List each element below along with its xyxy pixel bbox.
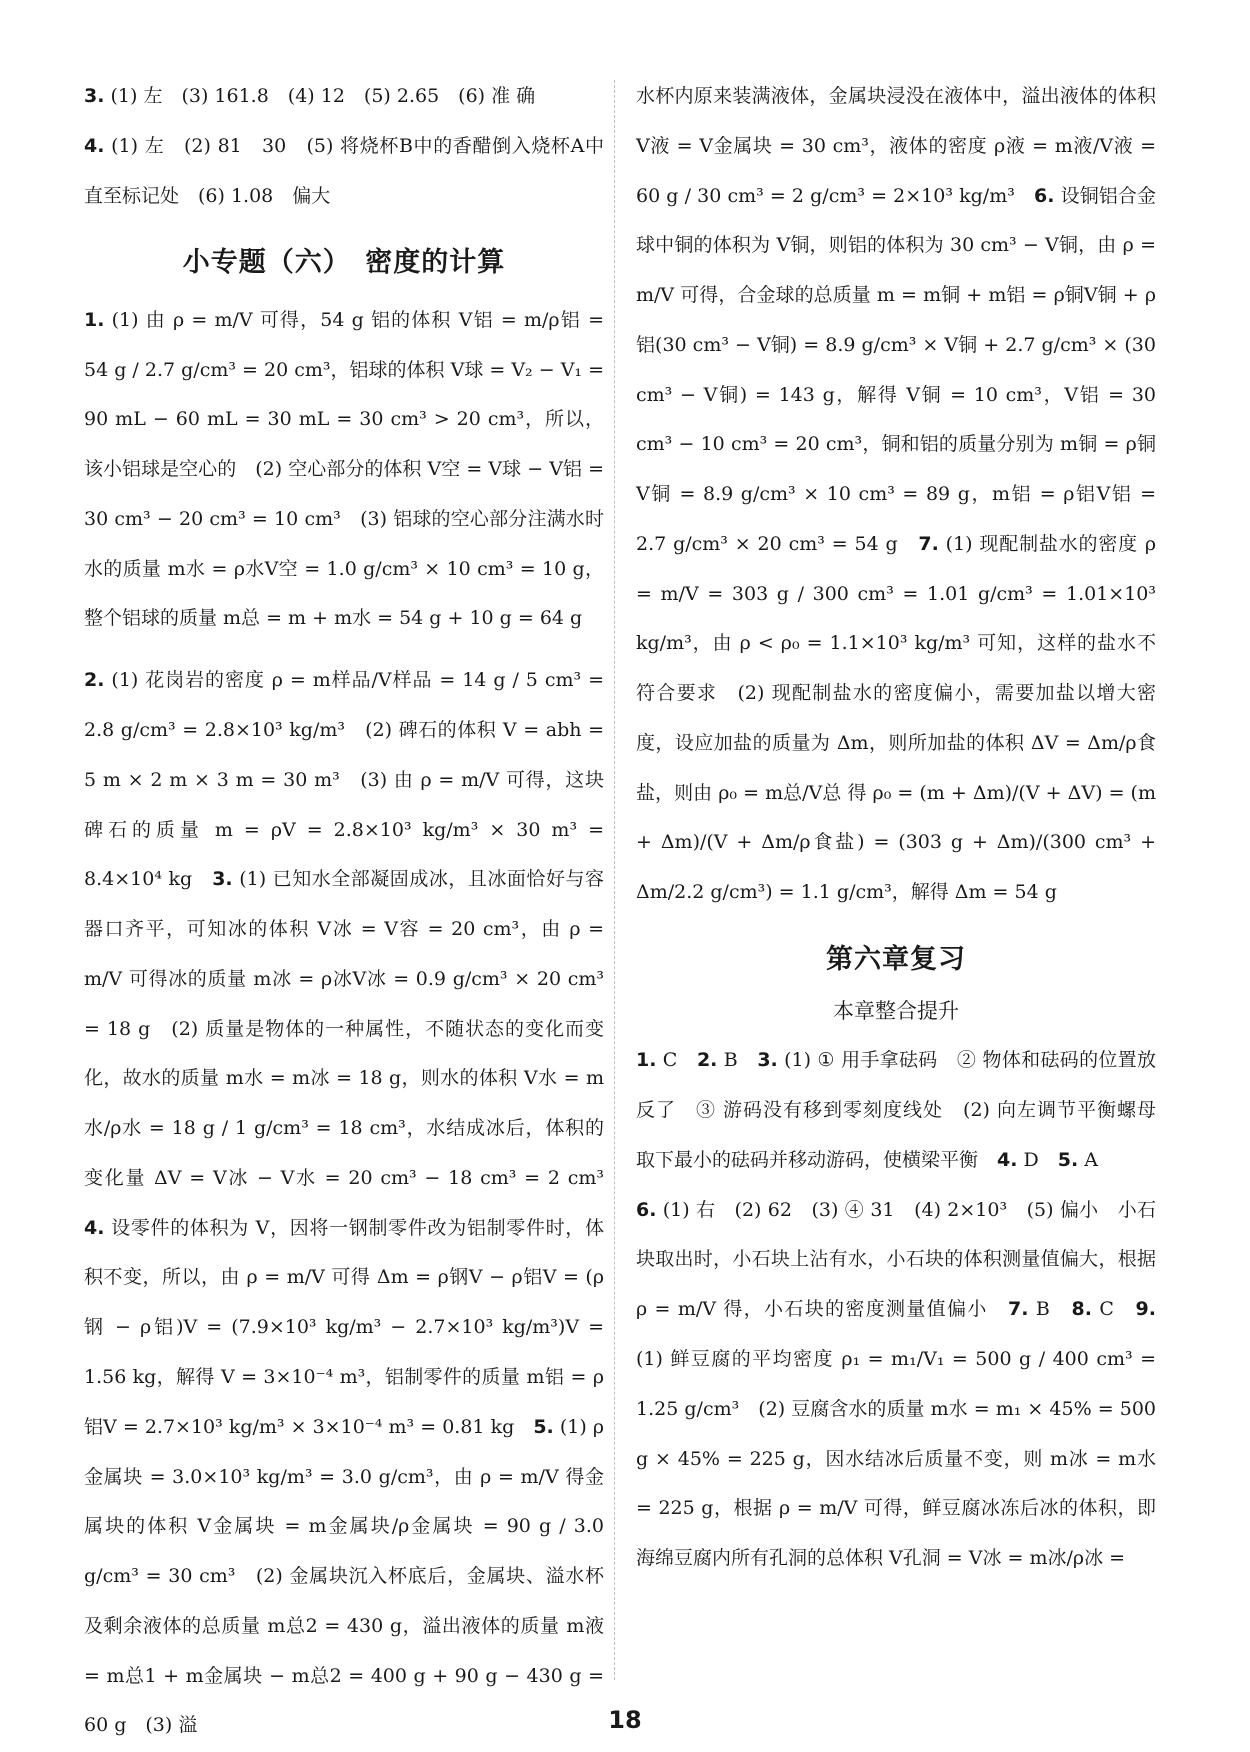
- answer-text: (1) ① 用手拿砝码 ② 物体和砝码的位置放反了 ③ 游码没有移到零刻度线处 (2) 向左调节平衡螺母 取下最小的砝码并移动游码，使横梁平衡: [636, 1049, 1176, 1171]
- answer-number: 3.: [212, 868, 233, 891]
- answer-number: 7.: [1008, 1298, 1029, 1321]
- answer-number: 4.: [84, 1216, 105, 1239]
- answer-text: (1) 现配制盐水的密度 ρ = m/V = 303 g / 300 cm³ = 1.01 g/cm³ = 1.01×10³ kg/m³，由 ρ < ρ₀ = 1.1×10³ kg/m³ 可知，这样的盐水不符合要求 (2) 现配制盐水的密度偏小，需要加盐以增大密度，设应加盐的质量为 Δm，则所加盐的体积 ΔV = Δm/ρ食盐，则由 ρ₀ = m总/V总 得 ρ₀ = (m + Δm)/(V + ΔV) = (m + Δm)/(V + Δm/ρ食盐) = (303 g + Δm)/(300 cm³ + Δm/2.2 g/cm³) = 1.1 g/cm³，解得 Δm = 54 g: [636, 532, 1157, 904]
- answer-number: 5.: [533, 1415, 554, 1438]
- answer-number: 6.: [1034, 184, 1055, 207]
- answer-text: (1) 花岗岩的密度 ρ = m样品/V样品 = 14 g / 5 cm³ = 2.8 g/cm³ = 2.8×10³ kg/m³ (2) 碑石的体积 V = abh = 5 m × 2 m × 3 m = 30 m³ (3) 由 ρ = m/V 可得，这块碑石的质量 m = ρV = 2.8×10³ kg/m³ × 30 m³ = 8.4×10⁴ kg: [84, 669, 604, 891]
- answer-number: 4.: [997, 1148, 1018, 1171]
- answer-text: B: [1028, 1298, 1072, 1321]
- answer-text: A: [1078, 1148, 1098, 1171]
- answer-number: 1.: [636, 1049, 657, 1072]
- answer-text: (1) 已知水全部凝固成冰，且冰面恰好与容器口齐平，可知冰的体积 V冰 = V容 = 20 cm³，由 ρ = m/V 可得冰的质量 m冰 = ρ冰V冰 = 0.9 g/cm³ × 20 cm³ = 18 g (2) 质量是物体的一种属性，不随状态的变化而变化，故水的质量 m水 = m冰 = 18 g，则水的体积 V水 = m水/ρ水 = 18 g / 1 g/cm³ = 18 cm³，水结成冰后，体积的变化量 ΔV = V冰 − V水 = 20 cm³ − 18 cm³ = 2 cm³: [84, 868, 623, 1189]
- answer-text: (1) 右 (2) 62 (3) ④ 31 (4) 2×10³ (5) 偏小 小石块取出时，小石块上沾有水，小石块的体积测量值偏大，根据 ρ = m/V 得，小石块的密度测量值偏小: [636, 1198, 1156, 1321]
- answer-continuation: [636, 72, 1156, 918]
- answer-number: 4.: [84, 134, 105, 157]
- answer-number: 8.: [1071, 1298, 1092, 1321]
- answer-number: 3.: [757, 1049, 778, 1072]
- answer-number: 9.: [1135, 1298, 1156, 1321]
- answer-1: [84, 296, 604, 644]
- answer-text: 水杯内原来装满液体，金属块浸没在液体中，溢出液体的体积 V液 = V金属块 = 30 cm³，液体的密度 ρ液 = m液/V液 = 60 g / 30 cm³ = 2 g/cm³ = 2×10³ kg/m³: [636, 85, 1156, 207]
- answer-text: (1) 左 (2) 81 30 (5) 将烧杯B中的香醋倒入烧杯A中直至标记处 (6) 1.08 偏大: [84, 134, 604, 207]
- answer-number: 5.: [1057, 1148, 1079, 1171]
- answer-2: [84, 656, 623, 1751]
- answer-text: B: [717, 1049, 758, 1072]
- left-column: [84, 72, 623, 1751]
- answer-number: 7.: [918, 532, 939, 555]
- answer-text: (1) ρ金属块 = 3.0×10³ kg/m³ = 3.0 g/cm³，由 ρ = m/V 得金属块的体积 V金属块 = m金属块/ρ金属块 = 90 g / 3.0 g/cm³ = 30 cm³ (2) 金属块沉入杯底后，金属块、溢水杯及剩余液体的总质量 m总2 = 430 g，溢出液体的质量 m液 = m总1 + m金属块 − m总2 = 400 g + 90 g − 430 g = 60 g (3) 溢: [84, 1415, 604, 1737]
- answer-prev-3: [84, 72, 604, 122]
- review-answers-cont: [636, 1186, 1156, 1584]
- answer-text: (1) 由 ρ = m/V 可得，54 g 铝的体积 V铝 = m/ρ铝 = 54 g / 2.7 g/cm³ = 20 cm³，铝球的体积 V球 = V₂ − V₁ = 90 mL − 60 mL = 30 mL = 30 cm³ > 20 cm³，所以，该小铝球是空心的 (2) 空心部分的体积 V空 = V球 − V铝 = 30 cm³ − 20 cm³ = 10 cm³ (3) 铝球的空心部分注满水时水的质量 m水 = ρ水V空 = 1.0 g/cm³ × 10 cm³ = 10 g，整个铝球的质量 m总 = m + m水 = 54 g + 10 g = 64 g: [84, 308, 604, 630]
- answer-text: C: [656, 1049, 697, 1072]
- answer-text: (1) 左 (3) 161.8 (4) 12 (5) 2.65 (6) 准 确: [104, 85, 536, 107]
- answer-number: 1.: [84, 308, 105, 331]
- chapter-subtitle: 本章整合提升: [833, 998, 959, 1023]
- answer-number: 3.: [84, 85, 105, 107]
- column-divider: [614, 80, 615, 1680]
- answer-text: 设零件的体积为 V，因将一钢制零件改为铝制零件时，体积不变，所以，由 ρ = m/V 可得 Δm = ρ钢V − ρ铝V = (ρ钢 − ρ铝)V = (7.9×10³ kg/m³ − 2.7×10³ kg/m³)V = 1.56 kg，解得 V = 3×10⁻⁴ m³，铝制零件的质量 m铝 = ρ铝V = 2.7×10³ kg/m³ × 3×10⁻⁴ m³ = 0.81 kg: [84, 1216, 604, 1438]
- answer-text: D: [1017, 1148, 1058, 1171]
- answer-number: 2.: [84, 669, 105, 692]
- page-number: 18: [608, 1706, 642, 1734]
- chapter-title: 第六章复习: [826, 944, 966, 976]
- section-title: 小专题（六） 密度的计算: [182, 247, 506, 279]
- answer-text: C: [1091, 1298, 1136, 1321]
- answer-number: 6.: [636, 1198, 657, 1221]
- review-answers: [636, 1036, 1176, 1185]
- right-column: [636, 72, 1176, 1584]
- answer-number: 2.: [696, 1049, 718, 1072]
- answer-text: (1) 鲜豆腐的平均密度 ρ₁ = m₁/V₁ = 500 g / 400 cm³ = 1.25 g/cm³ (2) 豆腐含水的质量 m水 = m₁ × 45% = 500 g × 45% = 225 g，因水结冰后质量不变，则 m冰 = m水 = 225 g，根据 ρ = m/V 可得，鲜豆腐冰冻后冰的体积，即海绵豆腐内所有孔洞的总体积 V孔洞 = V冰 = m冰/ρ冰 =: [636, 1348, 1156, 1570]
- answer-prev-4: [84, 122, 604, 222]
- answer-text: 设铜铝合金球中铜的体积为 V铜，则铝的体积为 30 cm³ − V铜，由 ρ = m/V 可得，合金球的总质量 m = m铜 + m铝 = ρ铜V铜 + ρ铝(30 cm³ − V铜) = 8.9 g/cm³ × V铜 + 2.7 g/cm³ × (30 cm³ − V铜) = 143 g，解得 V铜 = 10 cm³，V铝 = 30 cm³ − 10 cm³ = 20 cm³，铜和铝的质量分别为 m铜 = ρ铜V铜 = 8.9 g/cm³ × 10 cm³ = 89 g，m铝 = ρ铝V铝 = 2.7 g/cm³ × 20 cm³ = 54 g: [636, 184, 1156, 555]
